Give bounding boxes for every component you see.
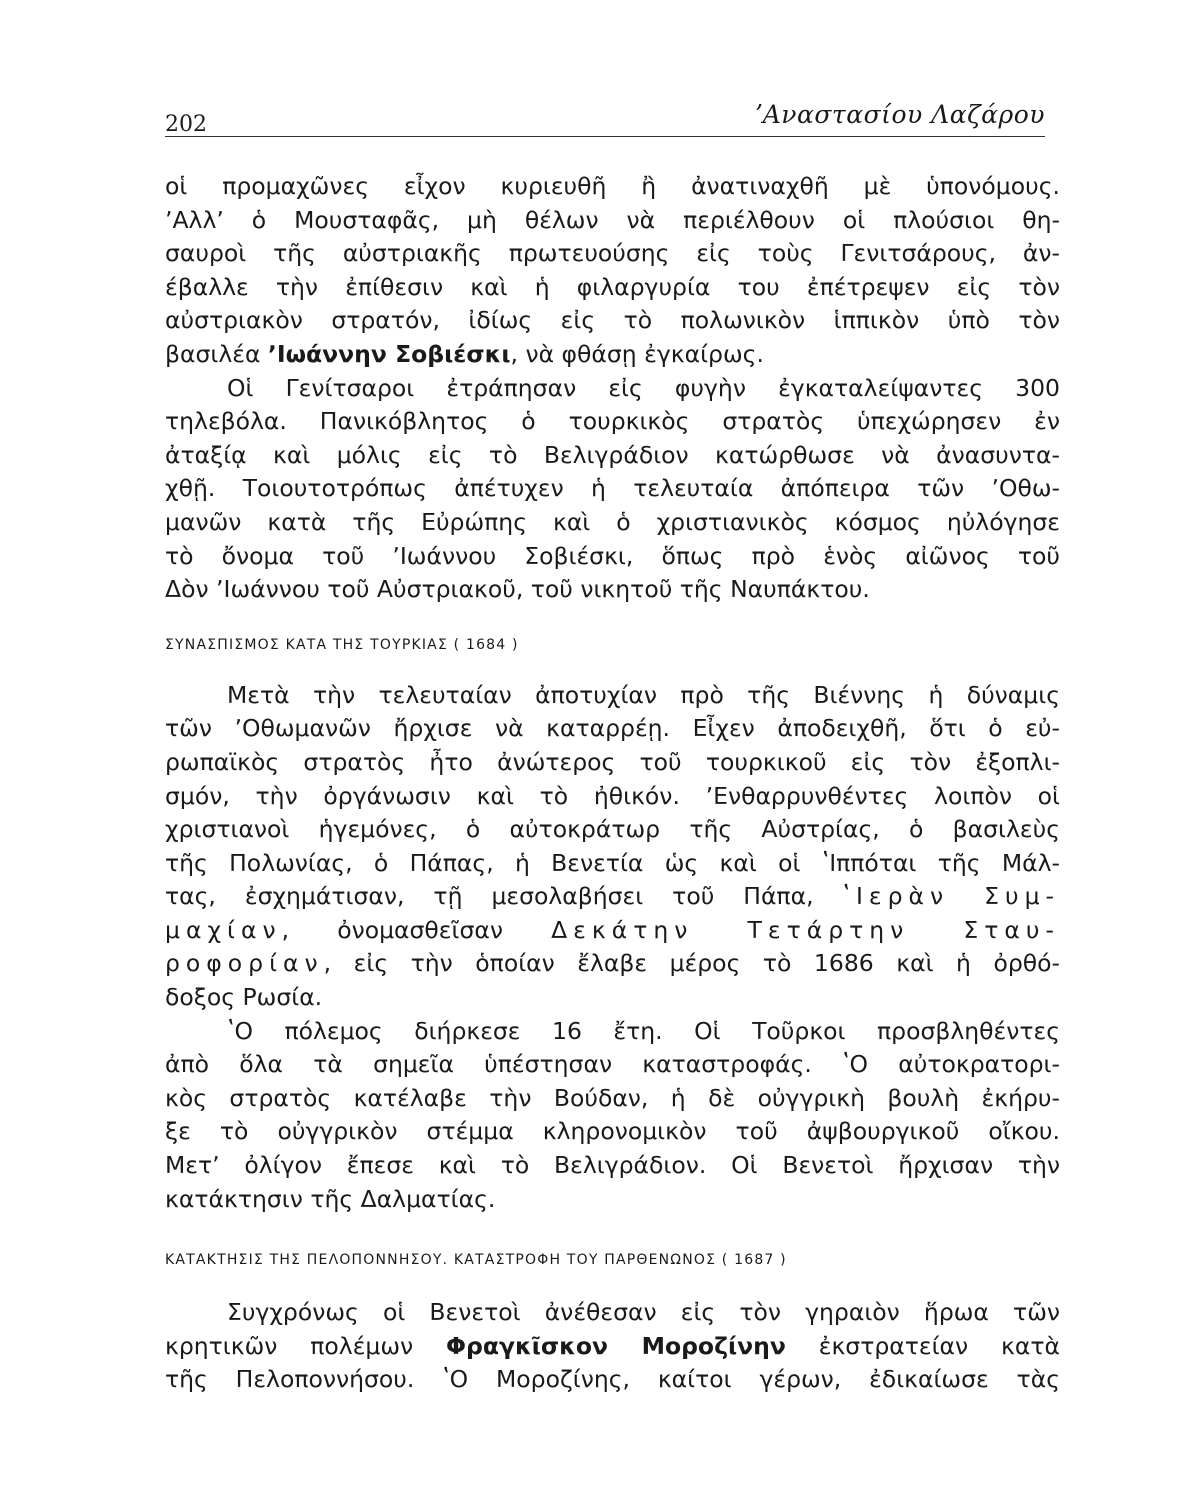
- text-line: Συγχρόνως οἱ Βενετοὶ ἀνέθεσαν εἰς τὸν γηραιὸν ἥρωα τῶν: [227, 1298, 1060, 1327]
- page-body: [165, 170, 1060, 1397]
- text-run: κρητικῶν πολέμων: [165, 1331, 447, 1360]
- text-line: σαυροὶ τῆς αὐστριακῆς πρωτευούσης εἰς τοὺς Γενιτσάρους, ἀν-: [165, 239, 1060, 268]
- text-line: τῆς Πολωνίας, ὁ Πάπας, ἡ Βενετία ὡς καὶ οἱ ʽΙππόται τῆς Μάλ-: [165, 848, 1060, 877]
- text-line: κὸς στρατὸς κατέλαβε τὴν Βούδαν, ἡ δὲ οὐγγρικὴ βουλὴ ἐκήρυ-: [165, 1083, 1060, 1112]
- text-run: ἐκστρατείαν κατὰ: [785, 1331, 1061, 1360]
- text-line: οἱ προμαχῶνες εἶχον κυριευθῆ ἢ ἀνατιναχθῆ μὲ ὑπονόμους.: [165, 172, 1060, 200]
- page-number: 202: [165, 112, 207, 137]
- text-run: βασιλέα: [165, 339, 268, 368]
- bold-name-sobieski: ʼΙωάννην Σοβιέσκι: [267, 339, 511, 368]
- running-head-author: ʼΑναστασίου Λαζάρου: [754, 100, 1045, 129]
- bold-name-morosini: Φραγκῖσκον Μοροζίνην: [446, 1331, 786, 1360]
- spaced-term-holy-league: ʽΙερὰν Συμ-: [842, 882, 1060, 911]
- text-line: Οἱ Γενίτσαροι ἐτράπησαν εἰς φυγὴν ἐγκαταλείψαντες 300: [227, 373, 1060, 402]
- text-run: , εἰς τὴν ὁποίαν ἔλαβε μέρος τὸ 1686 καὶ ἡ ὀρθό-: [323, 949, 1060, 978]
- text-line: χριστιανοὶ ἡγεμόνες, ὁ αὐτοκράτωρ τῆς Αὐστρίας, ὁ βασιλεὺς: [165, 815, 1060, 844]
- text-line: Μετὰ τὴν τελευταίαν ἀποτυχίαν πρὸ τῆς Βιέννης ἡ δύναμις: [227, 680, 1060, 709]
- section-heading-coalition: ΣΥΝΑΣΠΙΣΜΟΣ ΚΑΤΑ ΤΗΣ ΤΟΥΡΚΙΑΣ ( 1684 ): [165, 636, 519, 653]
- text-line: τὸ ὄνομα τοῦ ʼΙωάννου Σοβιέσκι, ὅπως πρὸ ἑνὸς αἰῶνος τοῦ: [165, 541, 1060, 570]
- text-line: ἀπὸ ὅλα τὰ σημεῖα ὑπέστησαν καταστροφάς. ʽΟ αὐτοκρατορι-: [165, 1050, 1060, 1079]
- text-line: [165, 947, 1060, 981]
- paragraph-morosini: [165, 1296, 1060, 1397]
- text-line: έβαλλε τὴν ἐπίθεσιν καὶ ἡ φιλαργυρία του ἐπέτρεψεν εἰς τὸν: [165, 272, 1060, 301]
- text-line: ξε τὸ οὐγγρικὸν στέμμα κληρονομικὸν τοῦ ἀψβουργικοῦ οἴκου.: [165, 1117, 1060, 1146]
- text-line: χθῇ. Τοιουτοτρόπως ἀπέτυχεν ἡ τελευταία ἀπόπειρα τῶν ʼΟθω-: [165, 474, 1060, 503]
- spaced-term: ροφορίαν: [165, 949, 324, 978]
- section-heading-peloponnese: ΚΑΤΑΚΤΗΣΙΣ ΤΗΣ ΠΕΛΟΠΟΝΝΗΣΟΥ. ΚΑΤΑΣΤΡΟΦΗ ΤΟΥ ΠΑΡΘΕΝΩΝΟΣ ( 1687 ): [165, 1252, 787, 1269]
- spaced-term: μαχίαν: [165, 915, 282, 944]
- text-line: [165, 914, 1060, 948]
- page-header: [165, 100, 1045, 137]
- paragraph-holy-league: [165, 679, 1060, 1015]
- text-line: [165, 880, 1060, 914]
- paragraph-siege-continuation: [165, 170, 1060, 372]
- text-line: δοξος Ρωσία.: [165, 983, 323, 1012]
- text-line: Δὸν ʼΙωάννου τοῦ Αὐστριακοῦ, τοῦ νικητοῦ τῆς Ναυπάκτου.: [165, 575, 870, 604]
- paragraph-war-16-years: [165, 1015, 1060, 1217]
- text-line: κατάκτησιν τῆς Δαλματίας.: [165, 1184, 496, 1213]
- text-line: [165, 338, 1060, 372]
- text-line: Μετʼ ὀλίγον ἔπεσε καὶ τὸ Βελιγράδιον. Οἱ Βενετοὶ ἤρχισαν τὴν: [165, 1151, 1060, 1180]
- spaced-term-fourteenth-crusade: Δεκάτην Τετάρτην Σταυ-: [551, 915, 1060, 944]
- text-line: τῶν ʼΟθωμανῶν ἤρχισε νὰ καταρρέῃ. Εἶχεν ἀποδειχθῆ, ὅτι ὁ εὐ-: [165, 714, 1060, 743]
- text-line: τηλεβόλα. Πανικόβλητος ὁ τουρκικὸς στρατὸς ὑπεχώρησεν ἐν: [165, 407, 1060, 436]
- text-line: μανῶν κατὰ τῆς Εὐρώπης καὶ ὁ χριστιανικὸς κόσμος ηὐλόγησε: [165, 507, 1060, 536]
- text-line: τῆς Πελοποννήσου. ʽΟ Μοροζίνης, καίτοι γέρων, ἐδικαίωσε τὰς: [165, 1365, 1060, 1394]
- text-run: , νὰ φθάσῃ ἐγκαίρως.: [510, 339, 764, 368]
- text-line: ʽΟ πόλεμος διήρκεσε 16 ἔτη. Οἱ Τοῦρκοι προσβληθέντες: [227, 1016, 1060, 1045]
- text-line: σμόν, τὴν ὀργάνωσιν καὶ τὸ ἠθικόν. ʼΕνθαρρυνθέντες λοιπὸν οἱ: [165, 781, 1060, 810]
- text-line: αὐστριακὸν στρατόν, ἰδίως εἰς τὸ πολωνικὸν ἱππικὸν ὑπὸ τὸν: [165, 306, 1060, 335]
- text-line: [165, 1330, 1060, 1364]
- text-run: , ὀνομασθεῖσαν: [281, 915, 552, 944]
- text-line: ρωπαϊκὸς στρατὸς ἦτο ἀνώτερος τοῦ τουρκικοῦ εἰς τὸν ἐξοπλι-: [165, 747, 1060, 776]
- paragraph-janissaries-flight: [165, 372, 1060, 607]
- text-line: ʼΑλλʼ ὁ Μουσταφᾶς, μὴ θέλων νὰ περιέλθουν οἱ πλούσιοι θη-: [165, 205, 1060, 234]
- text-run: τας, ἐσχημάτισαν, τῇ μεσολαβήσει τοῦ Πάπα,: [165, 882, 843, 911]
- text-line: ἀταξίᾳ καὶ μόλις εἰς τὸ Βελιγράδιον κατώρθωσε νὰ ἀνασυντα-: [165, 440, 1060, 469]
